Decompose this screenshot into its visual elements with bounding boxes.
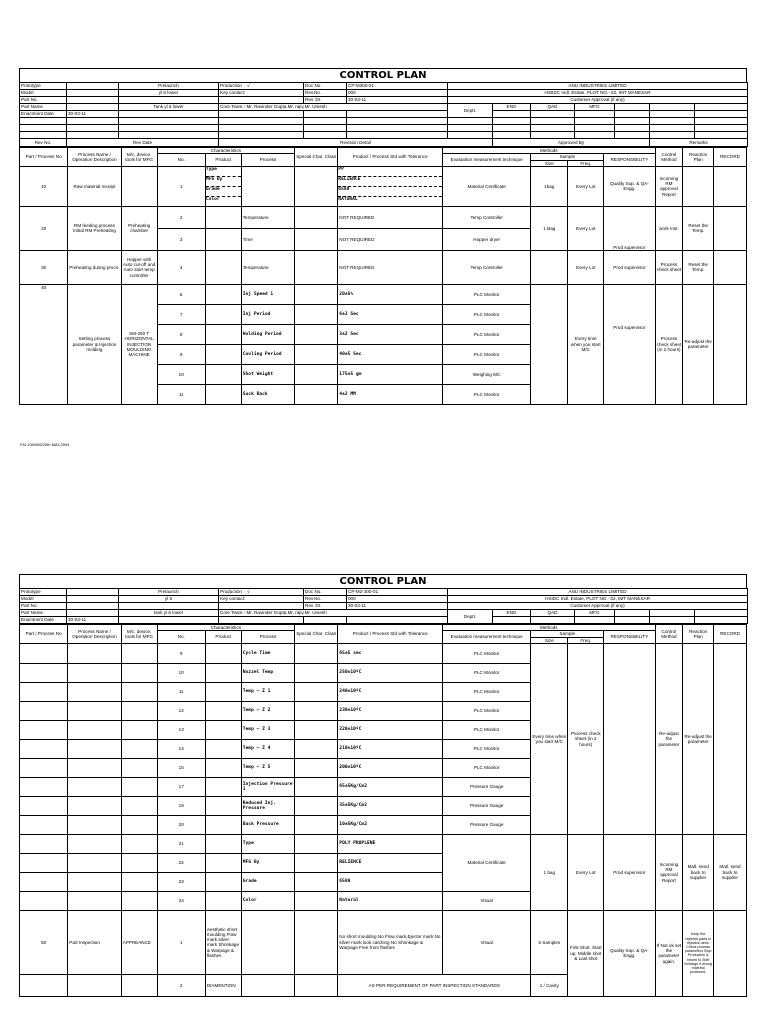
enactment-label: Enactment Date (20, 111, 67, 118)
op-10-item: Type (206, 167, 241, 177)
h-reaction: Reaction Plan (683, 148, 714, 167)
op-40-line-eval: PLC Monitor (443, 324, 531, 344)
h-product: Product (205, 154, 241, 167)
param-no: 9 (157, 643, 205, 663)
rm-visual: Visual (443, 891, 531, 910)
param-no: 11 (157, 682, 205, 701)
op-50-reaction: Keep the rejected parts in rejection area. Check process parameters Stop Production & Inform to Shift incharge if wrong material produced. (683, 910, 714, 996)
customer-approval: Customer Approval (if any) (448, 603, 748, 610)
rm-spec: RELIENCE (338, 853, 443, 872)
h-sample: Sample (531, 631, 604, 637)
op-40-line-spec: 3±2 Sec (338, 324, 443, 344)
header-table (19, 588, 748, 624)
doc-no: CP-M2-300-01 (347, 589, 448, 596)
op-50-char-no: 1 (157, 910, 205, 974)
rm-freq: Every Lot (568, 834, 604, 910)
param-reaction: Re-adjust the parameter (683, 643, 714, 834)
h-spec: Product / Process Std with Tolerance (338, 148, 443, 167)
qad-label: QAD (531, 104, 575, 111)
rm-no: 22 (157, 853, 205, 872)
op-40-no: 40 (20, 284, 68, 404)
rev-dt-label: Rev. Dt. (304, 603, 347, 610)
param-size: Every time when you start M/C (531, 643, 568, 834)
param-no: 13 (157, 720, 205, 739)
param-proc: Temp – Z 3 (241, 720, 294, 739)
enactment-label: Enactment Date (20, 617, 67, 624)
op-40-machine: SM-250 T HORIZONTAL INJECTION MOULDING MACHINE (121, 284, 157, 404)
h-record: RECORD (714, 148, 747, 167)
op-40-line-eval: PLC Monitor (443, 384, 531, 404)
op-40-line-proc: Inj Speed 1 (241, 284, 294, 304)
rm-proc: MFG By (241, 853, 294, 872)
rev-dt: 30-03-11 (347, 97, 448, 104)
op-40-line-eval: Weighing M/c (443, 364, 531, 384)
model-label: Model (20, 596, 67, 603)
op-20-b-spec: NOT REQUIRED (338, 228, 443, 250)
param-proc: Injection Pressure 1 (241, 777, 294, 796)
sheet-title: CONTROL PLAN (19, 574, 747, 588)
h-special-char: Special Char. Class (295, 148, 338, 167)
core-team: Core Team:- Mr. Ravinder Gupta,Mr. rajiv,Mr. Umesh (219, 610, 448, 617)
op-40-line-no: 11 (157, 384, 205, 404)
param-proc: Reduced Inj. Pressure (241, 796, 294, 815)
op-40-line-no: 9 (157, 344, 205, 364)
rm-record: Matl. send back to supplier (714, 834, 747, 910)
op-30-resp: Prod supervisor (604, 250, 655, 284)
op-40-line-eval: PLC Monitor (443, 304, 531, 324)
h-product: Product (205, 631, 241, 644)
op-30-freq: Every Lot (568, 250, 604, 284)
part-name: Tank yl 6 lower (119, 104, 219, 111)
company-address: HSIIDC Indl. Estate, PLOT NO.- 52, IMT MANESAR (448, 90, 748, 97)
op-30-proc: Temperature (241, 250, 294, 284)
op-10-resp: Quality Sup. & QA-Engg. (604, 166, 655, 206)
param-spec: 220±10ºC (338, 720, 443, 739)
op-10-size: 1bag (531, 166, 568, 206)
h-process: Process (241, 631, 294, 644)
rev-no-label: Rev.No. (304, 90, 347, 97)
op-20-a-proc: Temperature (241, 206, 294, 228)
param-spec: 240±10ºC (338, 682, 443, 701)
plan-table-2 (19, 624, 747, 997)
op-30-control: Process check sheet (655, 250, 683, 284)
h-machine: M/c, device, tools for MFG (121, 625, 157, 644)
op-40-line-spec: 20±5% (338, 284, 443, 304)
op-10-control: Incoming RM approval Report (655, 166, 683, 206)
part-no-label: Part No. (20, 603, 67, 610)
param-eval: Pressure Gauge (443, 777, 531, 796)
param-no: 20 (157, 815, 205, 834)
param-proc: Back Pressure (241, 815, 294, 834)
h-process-name: Process Name / Operation Description (68, 625, 121, 644)
enactment-date: 30-03-11 (67, 111, 119, 118)
rm-proc: Grade (241, 872, 294, 891)
mfg-label: MFG (575, 104, 615, 111)
h-responsibility: RESPONSIBILITY (604, 154, 655, 167)
op-10-item: MFG By (206, 177, 241, 187)
prototype-label: Prototype (20, 589, 67, 596)
op-20-a-eval: Temp Controller (443, 206, 531, 228)
op-10-char-no: 1 (157, 166, 205, 206)
param-spec: 200±10ºC (338, 758, 443, 777)
h-spec: Product / Process Std with Tolerance (338, 625, 443, 644)
rev-date-header: Rev Date (67, 139, 219, 147)
approved-by-header: Approved By (493, 139, 650, 147)
deptt-label: Deptt. (448, 610, 493, 624)
rm-no: 24 (157, 891, 205, 910)
h-characteristics: Characteristics (157, 148, 295, 154)
model-label: Model (20, 90, 67, 97)
eng-label: ENG (493, 104, 531, 111)
op-40-line-proc: Suck Back (241, 384, 294, 404)
op-10-spec: PP (338, 167, 442, 177)
op-10-freq: Every Lot (568, 166, 604, 206)
op-50-eval: Visual (443, 910, 531, 974)
op-20-resp: Prod supervisor (604, 206, 655, 250)
production-label: Production (220, 589, 242, 595)
op-40-line-no: 5 (157, 284, 205, 304)
eng-label: ENG (493, 610, 531, 617)
rm-proc: Type (241, 834, 294, 853)
param-control: Re-adjust the parameter (655, 643, 683, 834)
op-20-no: 20 (20, 206, 68, 250)
sheet-title: CONTROL PLAN (19, 68, 747, 82)
op-20-machine: Preheating chamber (121, 206, 157, 250)
customer-approval: Customer Approval (if any) (448, 97, 748, 104)
part-name-label: Part Name (20, 104, 67, 111)
param-no: 19 (157, 796, 205, 815)
company-address: HSIDC Indl. Estate, PLOT NO.- 52, IMT MANESAR (448, 596, 748, 603)
part-name: tank yl 6 lower (119, 610, 219, 617)
model-value: yl 6 (119, 596, 219, 603)
h-reaction: Reaction Plan (683, 625, 714, 644)
h-control: Control Method (655, 625, 683, 644)
qad-label: QAD (531, 610, 575, 617)
op-50-size: 5 Samples (531, 910, 568, 974)
rev-dt-label: Rev. Dt. (304, 97, 347, 104)
op-20-control: work Inst. (655, 206, 683, 250)
param-spec: 35±5Kg/Cm2 (338, 796, 443, 815)
control-plan-sheet-2 (19, 574, 747, 997)
doc-no-label: Doc No. (304, 83, 347, 90)
op-20-size: 1 Bag (531, 206, 568, 250)
op-10-spec: RELIENCE (338, 177, 442, 187)
op-10-no: 10 (20, 166, 68, 206)
core-team: Core Team:- Mr. Ravinder Gupta,Mr. rajiv,Mr. Umesh (219, 104, 448, 111)
h-no: No. (157, 154, 205, 167)
param-proc: Temp – Z 2 (241, 701, 294, 720)
prototype-label: Prototype (20, 83, 67, 90)
op-40-line-eval: PLC Monitor (443, 344, 531, 364)
op-50-name: Part Inspection (68, 910, 121, 974)
op-30-machine: Hopper with Auto cut-off and Auto start temp controller (121, 250, 157, 284)
op-20-a-no: 2 (157, 206, 205, 228)
rev-dt: 30-03-11 (347, 603, 448, 610)
op-40-resp: Prod supervisor (604, 284, 655, 404)
op-20-reaction: Reset the Temp. (683, 206, 714, 250)
remarks-header: Remarks (650, 139, 748, 147)
op-50-spec: No short moulding No Flow mark,Ejector mark No silver mark,look catching No Shrinkage & Warpage Free from flashes (338, 910, 443, 974)
h-machine: M/c, device, tools for MFG (121, 148, 157, 167)
h-control: Control Method (655, 148, 683, 167)
control-plan-sheet-1 (19, 68, 747, 405)
param-spec: 230±10ºC (338, 701, 443, 720)
param-no: 14 (157, 739, 205, 758)
rm-spec: Natural (338, 891, 443, 910)
rev-no-header: Rev No. (20, 139, 67, 147)
op-30-reaction: Reset the Temp. (683, 250, 714, 284)
param-eval: Pressure Gauge (443, 796, 531, 815)
op-40-line-spec: 40±5 Sec (338, 344, 443, 364)
h-no: No. (157, 631, 205, 644)
op-20-freq: Every Lot (568, 206, 604, 250)
param-spec: 10±5Kg/Cm2 (338, 815, 443, 834)
op-30-eval: Temp Controller (443, 250, 531, 284)
param-proc: Cycle Time (241, 643, 294, 663)
param-eval: PLC Monitor (443, 720, 531, 739)
op-40-line-spec: 175±5 gm (338, 364, 443, 384)
param-no: 15 (157, 758, 205, 777)
h-characteristics: Characteristics (157, 625, 295, 631)
op-40-line-proc: Holding Period (241, 324, 294, 344)
op-40-control: Process check sheet (in 2 hours) (655, 284, 683, 404)
key-contact-label: Key contact: (219, 596, 304, 603)
op-10-spec: 6580 (338, 187, 442, 197)
company-name: ANU INDUSTRIES LIMITED (448, 589, 748, 596)
deptt-label: Deptt. (448, 104, 493, 118)
op-50-control: If Not ok set the parameter again. (655, 910, 683, 996)
rev-no-label: Rev.No. (304, 596, 347, 603)
rm-resp: Prod supervisor (604, 834, 655, 910)
param-freq: Process check sheet (in 2 hours) (568, 643, 604, 834)
op-40-line-no: 7 (157, 304, 205, 324)
op-40-line-no: 10 (157, 364, 205, 384)
param-spec: 250±10ºC (338, 663, 443, 682)
model-value: yl 6 lower (119, 90, 219, 97)
op-50-resp: Quality Sup. & QA-Engg. (604, 910, 655, 996)
op-10-spec: NATURAL (338, 196, 358, 202)
param-eval: Pressure Gauge (443, 815, 531, 834)
doc-no: CP-M300-01 (347, 83, 448, 90)
h-sample: Sample (531, 154, 604, 160)
rm-reaction: Matl. send back to supplier (683, 834, 714, 910)
h-size: Size (531, 160, 568, 166)
doc-no-label: Doc No. (304, 589, 347, 596)
h-process-name: Process Name / Operation Description (68, 148, 121, 167)
op-40-line-proc: Shot Weight (241, 364, 294, 384)
dim-spec: AS PER REQUIREMENT OF PART INSPECTION STANDARDS (338, 974, 531, 996)
rev-no: 000 (347, 90, 448, 97)
op-10-name: Raw material receipt (68, 166, 121, 206)
op-50-freq: First Shot, Start up, Middle shot & Last shot (568, 910, 604, 996)
part-name-label: Part Name (20, 610, 67, 617)
rm-eval: Material Certificate (443, 834, 531, 891)
op-40-freq: Every time when you start M/C (568, 284, 604, 404)
op-10-item: Grade (206, 187, 241, 197)
h-process: Process (241, 154, 294, 167)
op-40-line-spec: 4±2 MM (338, 384, 443, 404)
param-eval: PLC Monitor (443, 682, 531, 701)
op-40-line-no: 8 (157, 324, 205, 344)
op-10-item: Color (205, 196, 220, 202)
company-name: ANU INDUSTRIES LIMITED (448, 83, 748, 90)
rm-proc: Color (241, 891, 294, 910)
op-40-line-eval: PLC Monitor (443, 284, 531, 304)
op-40-line-proc: Inj Period (241, 304, 294, 324)
h-special-char: Special Char. Class (295, 625, 338, 644)
rm-no: 21 (157, 834, 205, 853)
op-30-no: 30 (20, 250, 68, 284)
op-40-line-proc: Cooling Period (241, 344, 294, 364)
rm-no: 23 (157, 872, 205, 891)
h-record: RECORD (714, 625, 747, 644)
h-part-process-no: Part / Process No (20, 625, 68, 644)
op-20-b-eval: Hopper dryer (443, 228, 531, 250)
op-30-spec: NOT REQUIRED (338, 250, 443, 284)
production-label: Production (220, 83, 242, 89)
op-40-name: Setting process parameter & Injection molding (68, 284, 121, 404)
rm-spec: POLY PROPLENE (338, 834, 443, 853)
rm-size: 1 bag (531, 834, 568, 910)
dim-size: 1 / Cavity (531, 974, 568, 996)
op-40-reaction: Re-adjust the parameter (683, 284, 714, 404)
param-no: 17 (157, 777, 205, 796)
param-eval: PLC Monitor (443, 663, 531, 682)
param-eval: PLC Monitor (443, 758, 531, 777)
param-spec: 65±5Kg/Cm2 (338, 777, 443, 796)
plan-table-1 (19, 147, 747, 405)
part-no-label: Part No. (20, 97, 67, 104)
op-20-name: RM feeding process Initial RM Preheating (68, 206, 121, 250)
h-methods: Methods (443, 148, 656, 154)
form-code: FM-105/006/20th MAY,2004 (20, 442, 70, 447)
h-evaluation: Evaluation measurement technique (443, 154, 531, 167)
param-no: 10 (157, 663, 205, 682)
h-responsibility: RESPONSIBILITY (604, 631, 655, 644)
prelaunch-label: Prelaunch (119, 589, 219, 596)
h-part-process-no: Part / Process No (20, 148, 68, 167)
rev-no: 000 (347, 596, 448, 603)
param-spec: 210±10ºC (338, 739, 443, 758)
h-evaluation: Evaluation measurement technique (443, 631, 531, 644)
param-eval: PLC Monitor (443, 739, 531, 758)
op-20-a-spec: NOT REQUIRED (338, 206, 443, 228)
op-50-machine: APPREANCE (121, 910, 157, 974)
op-30-char-no: 4 (157, 250, 205, 284)
enactment-date: 30-03-11 (67, 617, 119, 624)
production-mark: √ (247, 83, 250, 89)
dim-proc: DIAMENTION (205, 974, 241, 996)
param-proc: Nozzel Temp (241, 663, 294, 682)
param-spec: 65±5 sec (338, 643, 443, 663)
op-20-b-proc: Time (241, 228, 294, 250)
h-freq: Freq. (568, 637, 604, 643)
prelaunch-label: Prelaunch (119, 83, 219, 90)
param-eval: PLC Monitor (443, 701, 531, 720)
revision-detail-header: Revision Detail (219, 139, 493, 147)
op-20-b-no: 3 (157, 228, 205, 250)
param-proc: Temp – Z 4 (241, 739, 294, 758)
param-no: 12 (157, 701, 205, 720)
rm-control: Incoming RM approval Report (655, 834, 683, 910)
rm-spec: 6580 (338, 872, 443, 891)
h-size: Size (531, 637, 568, 643)
op-50-product: Aesthetic short moulding Flow mark silver mark Shrinkage & Warpage & flashes (205, 910, 241, 974)
production-mark: √ (247, 589, 250, 595)
op-50-no: 50 (20, 910, 68, 974)
op-10-eval: Material Certificate (443, 166, 531, 206)
key-contact-label: Key contact: (219, 90, 304, 97)
h-methods: Methods (443, 625, 656, 631)
op-40-line-spec: 6±2 Sec (338, 304, 443, 324)
param-eval: PLC Monitor (443, 643, 531, 663)
op-30-name: Preheating during procn. (68, 250, 121, 284)
header-table (19, 82, 748, 147)
param-proc: Temp – Z 5 (241, 758, 294, 777)
h-freq: Freq. (568, 160, 604, 166)
dim-no: 2 (157, 974, 205, 996)
mfg-label: MFG (575, 610, 615, 617)
param-proc: Temp – Z 1 (241, 682, 294, 701)
